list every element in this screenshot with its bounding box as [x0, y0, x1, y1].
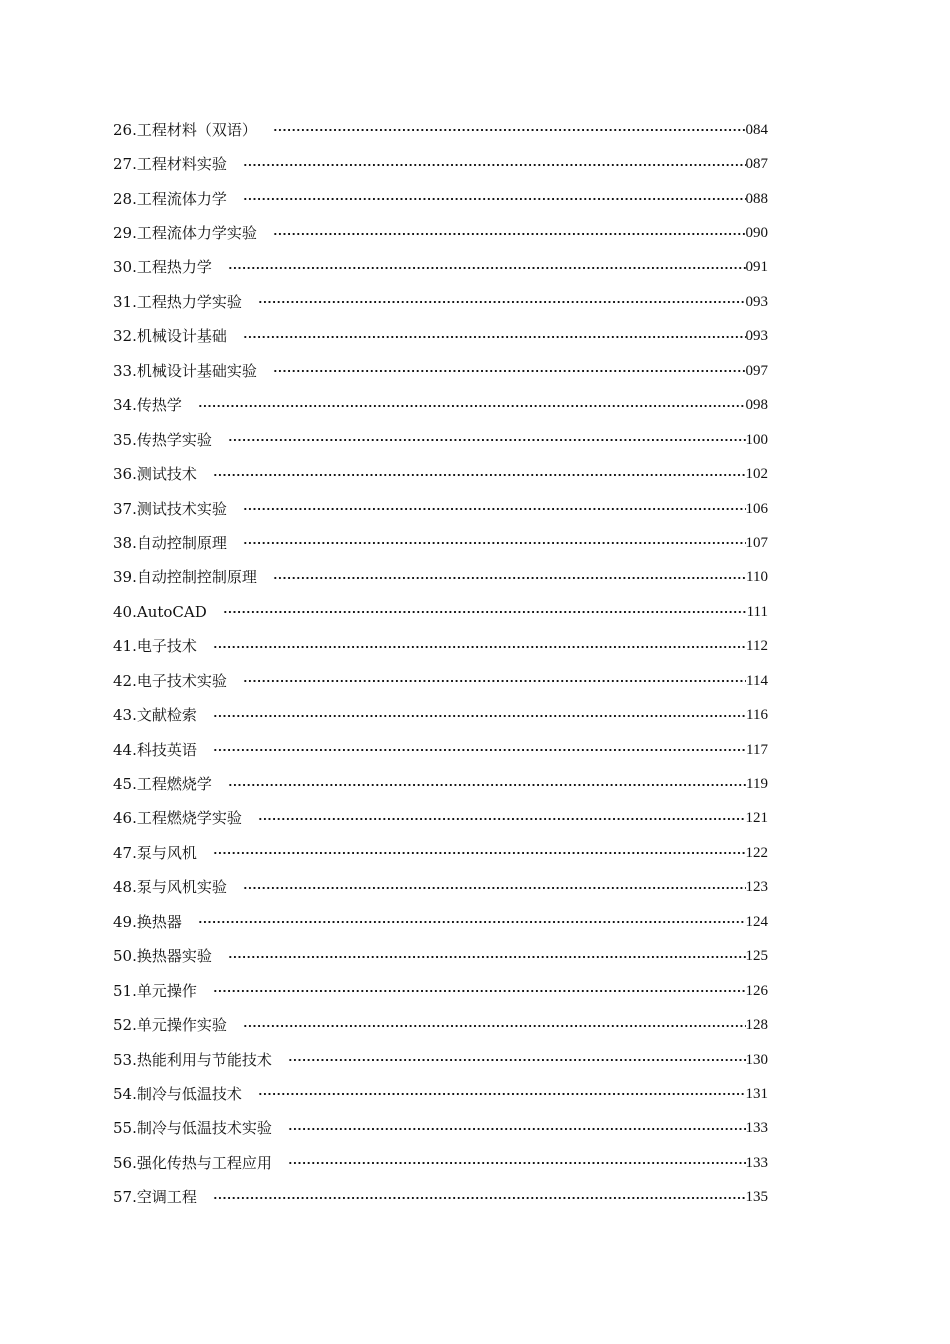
toc-entry-page-number: 126 — [745, 982, 768, 999]
toc-entry-title: 54.制冷与低温技术 — [113, 1084, 242, 1103]
toc-entry-title: 40.AutoCAD — [113, 602, 207, 621]
toc-entry-title: 52.单元操作实验 — [113, 1016, 227, 1035]
toc-entry-title: 46.工程燃烧学实验 — [113, 809, 242, 828]
dot-leader — [243, 542, 746, 544]
dot-leader — [258, 1093, 746, 1095]
dot-leader — [213, 646, 746, 648]
toc-entry-page-number: 093 — [745, 328, 768, 345]
toc-entry-page-number: 131 — [745, 1085, 768, 1102]
toc-entry[interactable] — [113, 733, 768, 767]
toc-entry-title: 33.机械设计基础实验 — [113, 361, 257, 380]
toc-entry-title: 39.自动控制控制原理 — [113, 568, 257, 587]
toc-entry-title: 38.自动控制原理 — [113, 533, 227, 552]
toc-entry[interactable] — [113, 630, 768, 664]
toc-entry[interactable] — [113, 389, 768, 423]
dot-leader — [228, 956, 746, 958]
toc-entry-page-number: 117 — [746, 741, 768, 758]
toc-entry-title: 51.单元操作 — [113, 981, 197, 1000]
toc-entry-title: 43.文献检索 — [113, 706, 197, 725]
toc-entry-page-number: 098 — [745, 397, 768, 414]
toc-entry-page-number: 124 — [745, 913, 768, 930]
dot-leader — [243, 336, 746, 338]
toc-entry[interactable] — [113, 767, 768, 801]
toc-entry[interactable] — [113, 1181, 768, 1215]
toc-entry[interactable] — [113, 423, 768, 457]
toc-entry-page-number: 130 — [745, 1051, 768, 1068]
toc-entry-title: 53.热能利用与节能技术 — [113, 1050, 272, 1069]
toc-entry[interactable] — [113, 1077, 768, 1111]
toc-entry-title: 31.工程热力学实验 — [113, 292, 242, 311]
toc-entry[interactable] — [113, 595, 768, 629]
toc-entry-page-number: 125 — [745, 948, 768, 965]
dot-leader — [258, 301, 746, 303]
toc-entry-page-number: 106 — [745, 500, 768, 517]
toc-entry[interactable] — [113, 698, 768, 732]
toc-entry-page-number: 114 — [746, 672, 768, 689]
toc-entry-page-number: 090 — [745, 225, 768, 242]
toc-entry-title: 50.换热器实验 — [113, 947, 212, 966]
toc-entry-title: 41.电子技术 — [113, 637, 197, 656]
toc-entry[interactable] — [113, 251, 768, 285]
toc-entry-title: 45.工程燃烧学 — [113, 775, 212, 794]
toc-entry-page-number: 107 — [745, 534, 768, 551]
toc-entry[interactable] — [113, 354, 768, 388]
toc-entry-title: 27.工程材料实验 — [113, 155, 227, 174]
toc-entry[interactable] — [113, 940, 768, 974]
toc-entry[interactable] — [113, 1008, 768, 1042]
dot-leader — [228, 784, 746, 786]
dot-leader — [223, 611, 747, 613]
dot-leader — [273, 577, 746, 579]
dot-leader — [213, 990, 746, 992]
toc-entry-page-number: 112 — [746, 638, 768, 655]
dot-leader — [198, 405, 746, 407]
toc-entry-page-number: 133 — [745, 1120, 768, 1137]
dot-leader — [198, 921, 746, 923]
toc-entry[interactable] — [113, 561, 768, 595]
dot-leader — [288, 1128, 746, 1130]
toc-entry-title: 57.空调工程 — [113, 1188, 197, 1207]
toc-entry-page-number: 128 — [745, 1017, 768, 1034]
toc-entry-page-number: 091 — [745, 259, 768, 276]
toc-entry-page-number: 100 — [745, 431, 768, 448]
toc-entry[interactable] — [113, 802, 768, 836]
dot-leader — [243, 164, 746, 166]
toc-entry-title: 28.工程流体力学 — [113, 189, 227, 208]
toc-entry[interactable] — [113, 836, 768, 870]
dot-leader — [243, 508, 746, 510]
toc-entry[interactable] — [113, 1043, 768, 1077]
dot-leader — [213, 715, 746, 717]
toc-entry-title: 35.传热学实验 — [113, 430, 212, 449]
toc-entry-title: 32.机械设计基础 — [113, 327, 227, 346]
dot-leader — [273, 370, 746, 372]
toc-entry-page-number: 135 — [745, 1189, 768, 1206]
toc-entry[interactable] — [113, 871, 768, 905]
toc-entry-title: 49.换热器 — [113, 912, 182, 931]
toc-entry-page-number: 133 — [745, 1154, 768, 1171]
toc-entry-page-number: 123 — [745, 879, 768, 896]
dot-leader — [228, 439, 746, 441]
toc-entry-title: 56.强化传热与工程应用 — [113, 1153, 272, 1172]
dot-leader — [243, 1025, 746, 1027]
toc-entry[interactable] — [113, 1112, 768, 1146]
dot-leader — [273, 233, 746, 235]
toc-entry-page-number: 111 — [746, 603, 768, 620]
toc-entry[interactable] — [113, 1146, 768, 1180]
toc-entry[interactable] — [113, 113, 768, 147]
toc-entry-title: 42.电子技术实验 — [113, 671, 227, 690]
toc-entry[interactable] — [113, 320, 768, 354]
dot-leader — [213, 749, 746, 751]
toc-entry-title: 29.工程流体力学实验 — [113, 224, 257, 243]
dot-leader — [213, 474, 746, 476]
dot-leader — [258, 818, 746, 820]
toc-entry[interactable] — [113, 457, 768, 491]
toc-entry-page-number: 087 — [745, 156, 768, 173]
toc-entry-page-number: 102 — [745, 466, 768, 483]
toc-entry-title: 36.测试技术 — [113, 465, 197, 484]
toc-entry-page-number: 088 — [745, 190, 768, 207]
toc-entry[interactable] — [113, 664, 768, 698]
toc-entry[interactable] — [113, 905, 768, 939]
toc-entry-page-number: 110 — [746, 569, 768, 586]
toc-entry-page-number: 093 — [745, 293, 768, 310]
toc-entry[interactable] — [113, 492, 768, 526]
toc-entry-title: 37.测试技术实验 — [113, 499, 227, 518]
toc-entry[interactable] — [113, 526, 768, 560]
dot-leader — [273, 129, 746, 131]
toc-entry-title: 44.科技英语 — [113, 740, 197, 759]
toc-entry-title: 34.传热学 — [113, 396, 182, 415]
toc-entry-page-number: 122 — [745, 844, 768, 861]
dot-leader — [288, 1162, 746, 1164]
dot-leader — [213, 1197, 746, 1199]
toc-entry-page-number: 084 — [745, 121, 768, 138]
toc-entry-title: 55.制冷与低温技术实验 — [113, 1119, 272, 1138]
toc-entry-title: 30.工程热力学 — [113, 258, 212, 277]
dot-leader — [243, 887, 746, 889]
toc-entry-page-number: 121 — [745, 810, 768, 827]
toc-entry-title: 47.泵与风机 — [113, 843, 197, 862]
dot-leader — [228, 267, 746, 269]
dot-leader — [288, 1059, 746, 1061]
toc-entry[interactable] — [113, 182, 768, 216]
toc-entry-page-number: 097 — [745, 362, 768, 379]
toc-entry-page-number: 116 — [746, 707, 768, 724]
table-of-contents — [113, 113, 768, 1215]
toc-entry-page-number: 119 — [746, 776, 768, 793]
dot-leader — [243, 198, 746, 200]
dot-leader — [213, 852, 746, 854]
toc-entry[interactable] — [113, 974, 768, 1008]
toc-entry-title: 48.泵与风机实验 — [113, 878, 227, 897]
toc-entry[interactable] — [113, 147, 768, 181]
toc-entry[interactable] — [113, 285, 768, 319]
dot-leader — [243, 680, 746, 682]
toc-entry-title: 26.工程材料（双语） — [113, 120, 257, 139]
toc-entry[interactable] — [113, 216, 768, 250]
